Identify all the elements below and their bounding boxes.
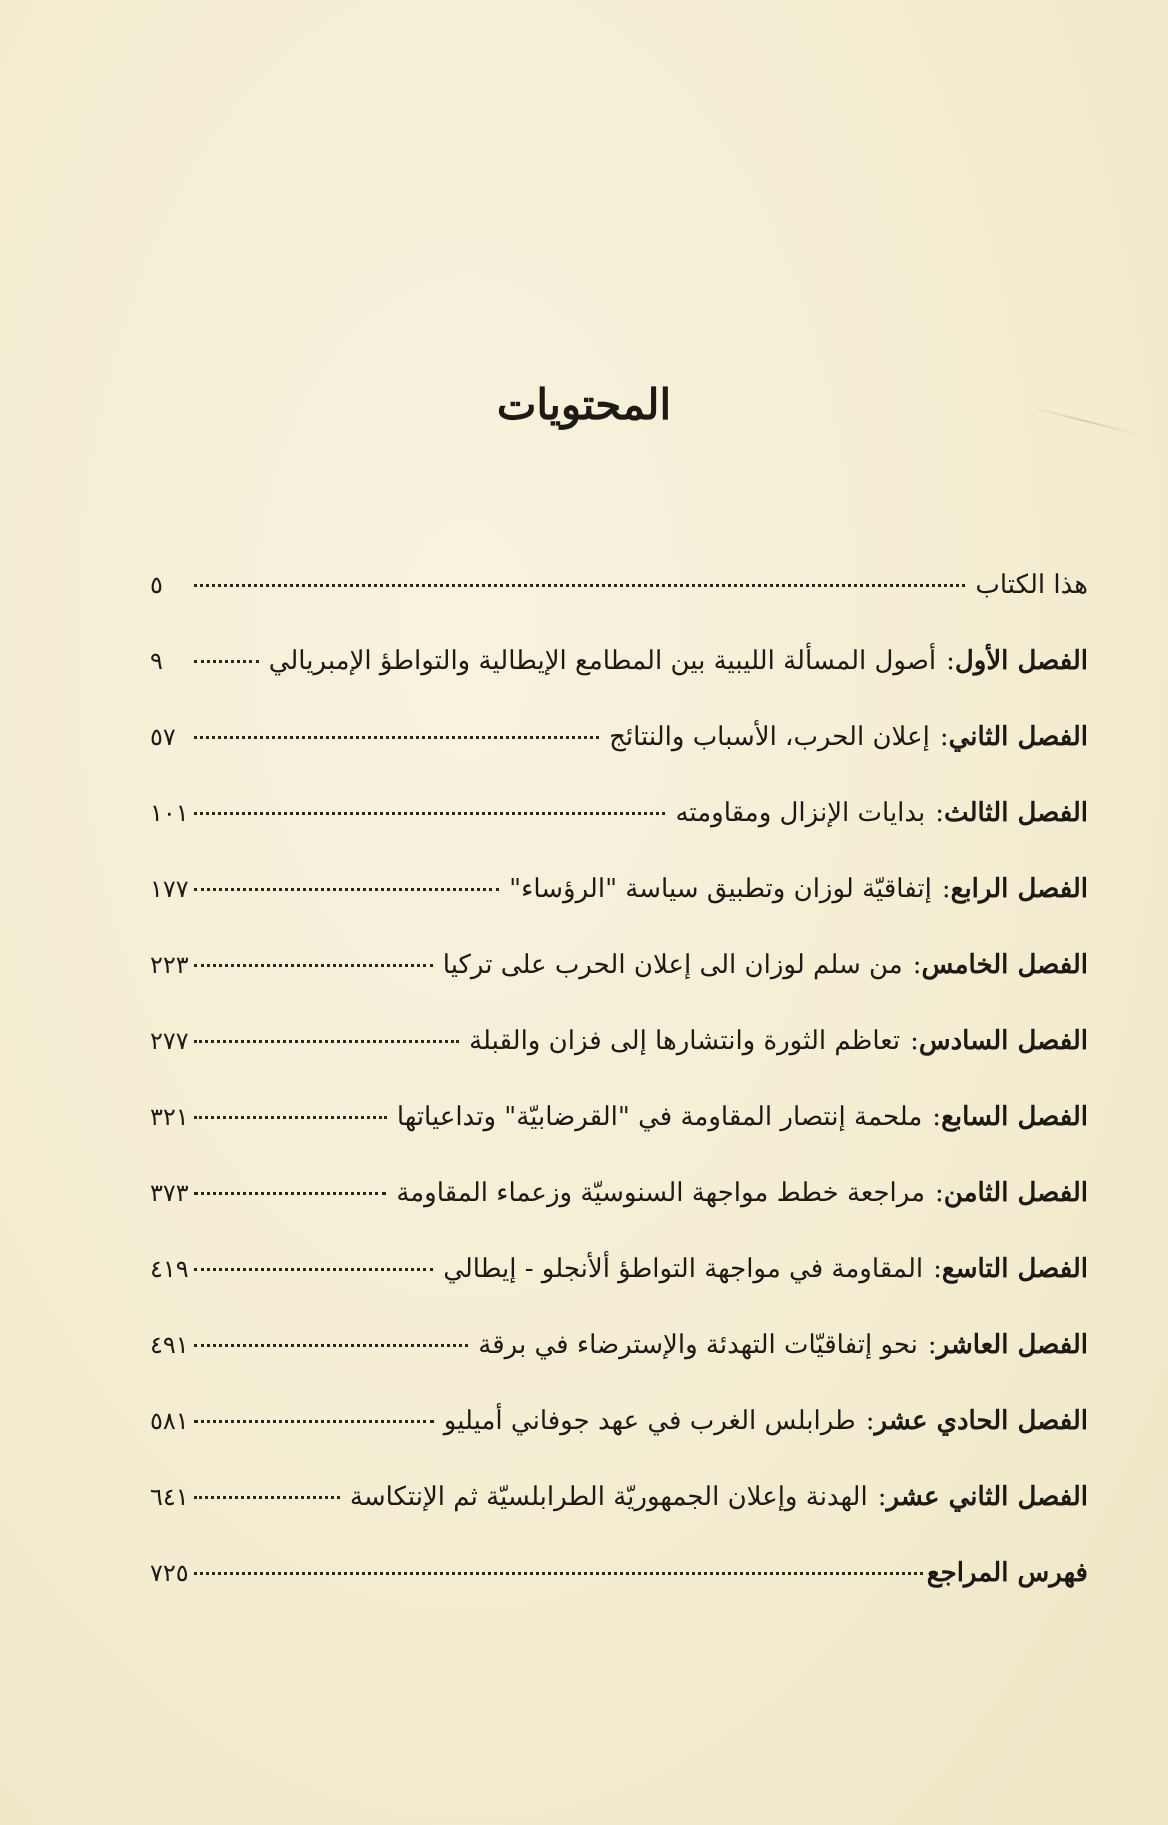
chapter-label: الفصل الثالث bbox=[944, 798, 1088, 828]
chapter-title: ملحمة إنتصار المقاومة في "القرضابيّة" وتداعياتها bbox=[396, 1102, 923, 1132]
chapter-label: الفصل الأول bbox=[954, 646, 1088, 676]
toc-entry bbox=[150, 565, 1088, 641]
page-number: ٤٩١ bbox=[150, 1331, 189, 1359]
separator: : bbox=[946, 646, 955, 676]
page-number: ٥ bbox=[150, 571, 163, 599]
toc-entry bbox=[150, 945, 1088, 1021]
toc-entry bbox=[150, 869, 1088, 945]
separator: : bbox=[912, 950, 922, 980]
dot-leader bbox=[194, 888, 499, 891]
chapter-label: الفصل السادس bbox=[918, 1026, 1088, 1056]
dot-leader bbox=[194, 1040, 459, 1043]
page-number: ١٧٧ bbox=[150, 875, 189, 903]
separator: : bbox=[935, 1178, 944, 1208]
dot-leader bbox=[194, 584, 965, 587]
separator: : bbox=[941, 874, 951, 904]
page-number: ٧٢٥ bbox=[150, 1559, 189, 1587]
chapter-title: إتفاقيّة لوزان وتطبيق سياسة "الرؤساء" bbox=[509, 874, 932, 904]
dot-leader bbox=[194, 1268, 433, 1271]
toc-entry bbox=[150, 793, 1088, 869]
chapter-title: طرابلس الغرب في عهد جوفاني أميليو bbox=[443, 1406, 856, 1436]
chapter-title: تعاظم الثورة وانتشارها إلى فزان والقبلة bbox=[469, 1026, 901, 1056]
toc-entry bbox=[150, 1553, 1088, 1629]
separator: : bbox=[877, 1482, 887, 1512]
toc-entry bbox=[150, 717, 1088, 793]
chapter-label: الفصل الرابع bbox=[950, 874, 1088, 904]
dot-leader bbox=[194, 812, 665, 815]
entry-title: هذا الكتاب bbox=[975, 570, 1088, 600]
toc-entry bbox=[150, 1477, 1088, 1553]
chapter-label: الفصل الحادي عشر bbox=[874, 1406, 1088, 1436]
chapter-label: الفصل العاشر bbox=[936, 1330, 1088, 1360]
page-number: ٣٢١ bbox=[150, 1103, 189, 1131]
dot-leader bbox=[194, 660, 259, 663]
page-number: ٣٧٣ bbox=[150, 1179, 189, 1207]
toc-entry bbox=[150, 1249, 1088, 1325]
toc-entry bbox=[150, 1325, 1088, 1401]
page-number: ٤١٩ bbox=[150, 1255, 189, 1283]
separator: : bbox=[933, 1254, 942, 1284]
dot-leader bbox=[194, 1344, 468, 1347]
chapter-label: الفصل الثاني bbox=[948, 722, 1088, 752]
chapter-title: إعلان الحرب، الأسباب والنتائج bbox=[609, 722, 930, 752]
dot-leader bbox=[194, 1192, 386, 1195]
page-number: ٢٢٣ bbox=[150, 951, 189, 979]
separator: : bbox=[865, 1406, 875, 1436]
separator: : bbox=[910, 1026, 919, 1056]
chapter-title: أصول المسألة الليبية بين المطامع الإيطالية والتواطؤ الإمبريالي bbox=[268, 646, 937, 676]
chapter-label: الفصل الثامن bbox=[943, 1178, 1088, 1208]
table-of-contents bbox=[150, 565, 1088, 1629]
page-number: ٥٧ bbox=[150, 723, 176, 751]
page-number: ١٠١ bbox=[150, 799, 189, 827]
dot-leader bbox=[194, 1116, 387, 1119]
dot-leader bbox=[194, 736, 599, 739]
page-number: ٥٨١ bbox=[150, 1407, 189, 1435]
dot-leader bbox=[194, 1420, 434, 1423]
separator: : bbox=[939, 722, 949, 752]
page-number: ٢٧٧ bbox=[150, 1027, 189, 1055]
page-number: ٩ bbox=[150, 647, 163, 675]
toc-entry bbox=[150, 1173, 1088, 1249]
chapter-label: الفصل السابع bbox=[941, 1102, 1088, 1132]
separator: : bbox=[935, 798, 945, 828]
separator: : bbox=[927, 1330, 937, 1360]
chapter-title: المقاومة في مواجهة التواطؤ ألأنجلو - إيطالي bbox=[443, 1254, 924, 1284]
chapter-title: مراجعة خطط مواجهة السنوسيّة وزعماء المقاومة bbox=[396, 1178, 926, 1208]
toc-entry bbox=[150, 1401, 1088, 1477]
page-title: المحتويات bbox=[496, 380, 672, 429]
references-label: فهرس المراجع bbox=[926, 1558, 1088, 1588]
chapter-title: بدايات الإنزال ومقاومته bbox=[675, 798, 926, 828]
chapter-title: نحو إتفاقيّات التهدئة والإسترضاء في برقة bbox=[478, 1330, 918, 1360]
dot-leader bbox=[194, 1572, 923, 1575]
separator: : bbox=[932, 1102, 942, 1132]
toc-entry bbox=[150, 1097, 1088, 1173]
chapter-label: الفصل الخامس bbox=[921, 950, 1088, 980]
toc-entry bbox=[150, 1021, 1088, 1097]
dot-leader bbox=[194, 1496, 340, 1499]
chapter-label: الفصل التاسع bbox=[941, 1254, 1088, 1284]
dot-leader bbox=[194, 964, 433, 967]
chapter-title: الهدنة وإعلان الجمهوريّة الطرابلسيّة ثم الإنتكاسة bbox=[349, 1482, 868, 1512]
chapter-label: الفصل الثاني عشر bbox=[886, 1482, 1088, 1512]
page-number: ٦٤١ bbox=[150, 1483, 189, 1511]
chapter-title: من سلم لوزان الى إعلان الحرب على تركيا bbox=[442, 950, 903, 980]
toc-entry bbox=[150, 641, 1088, 717]
